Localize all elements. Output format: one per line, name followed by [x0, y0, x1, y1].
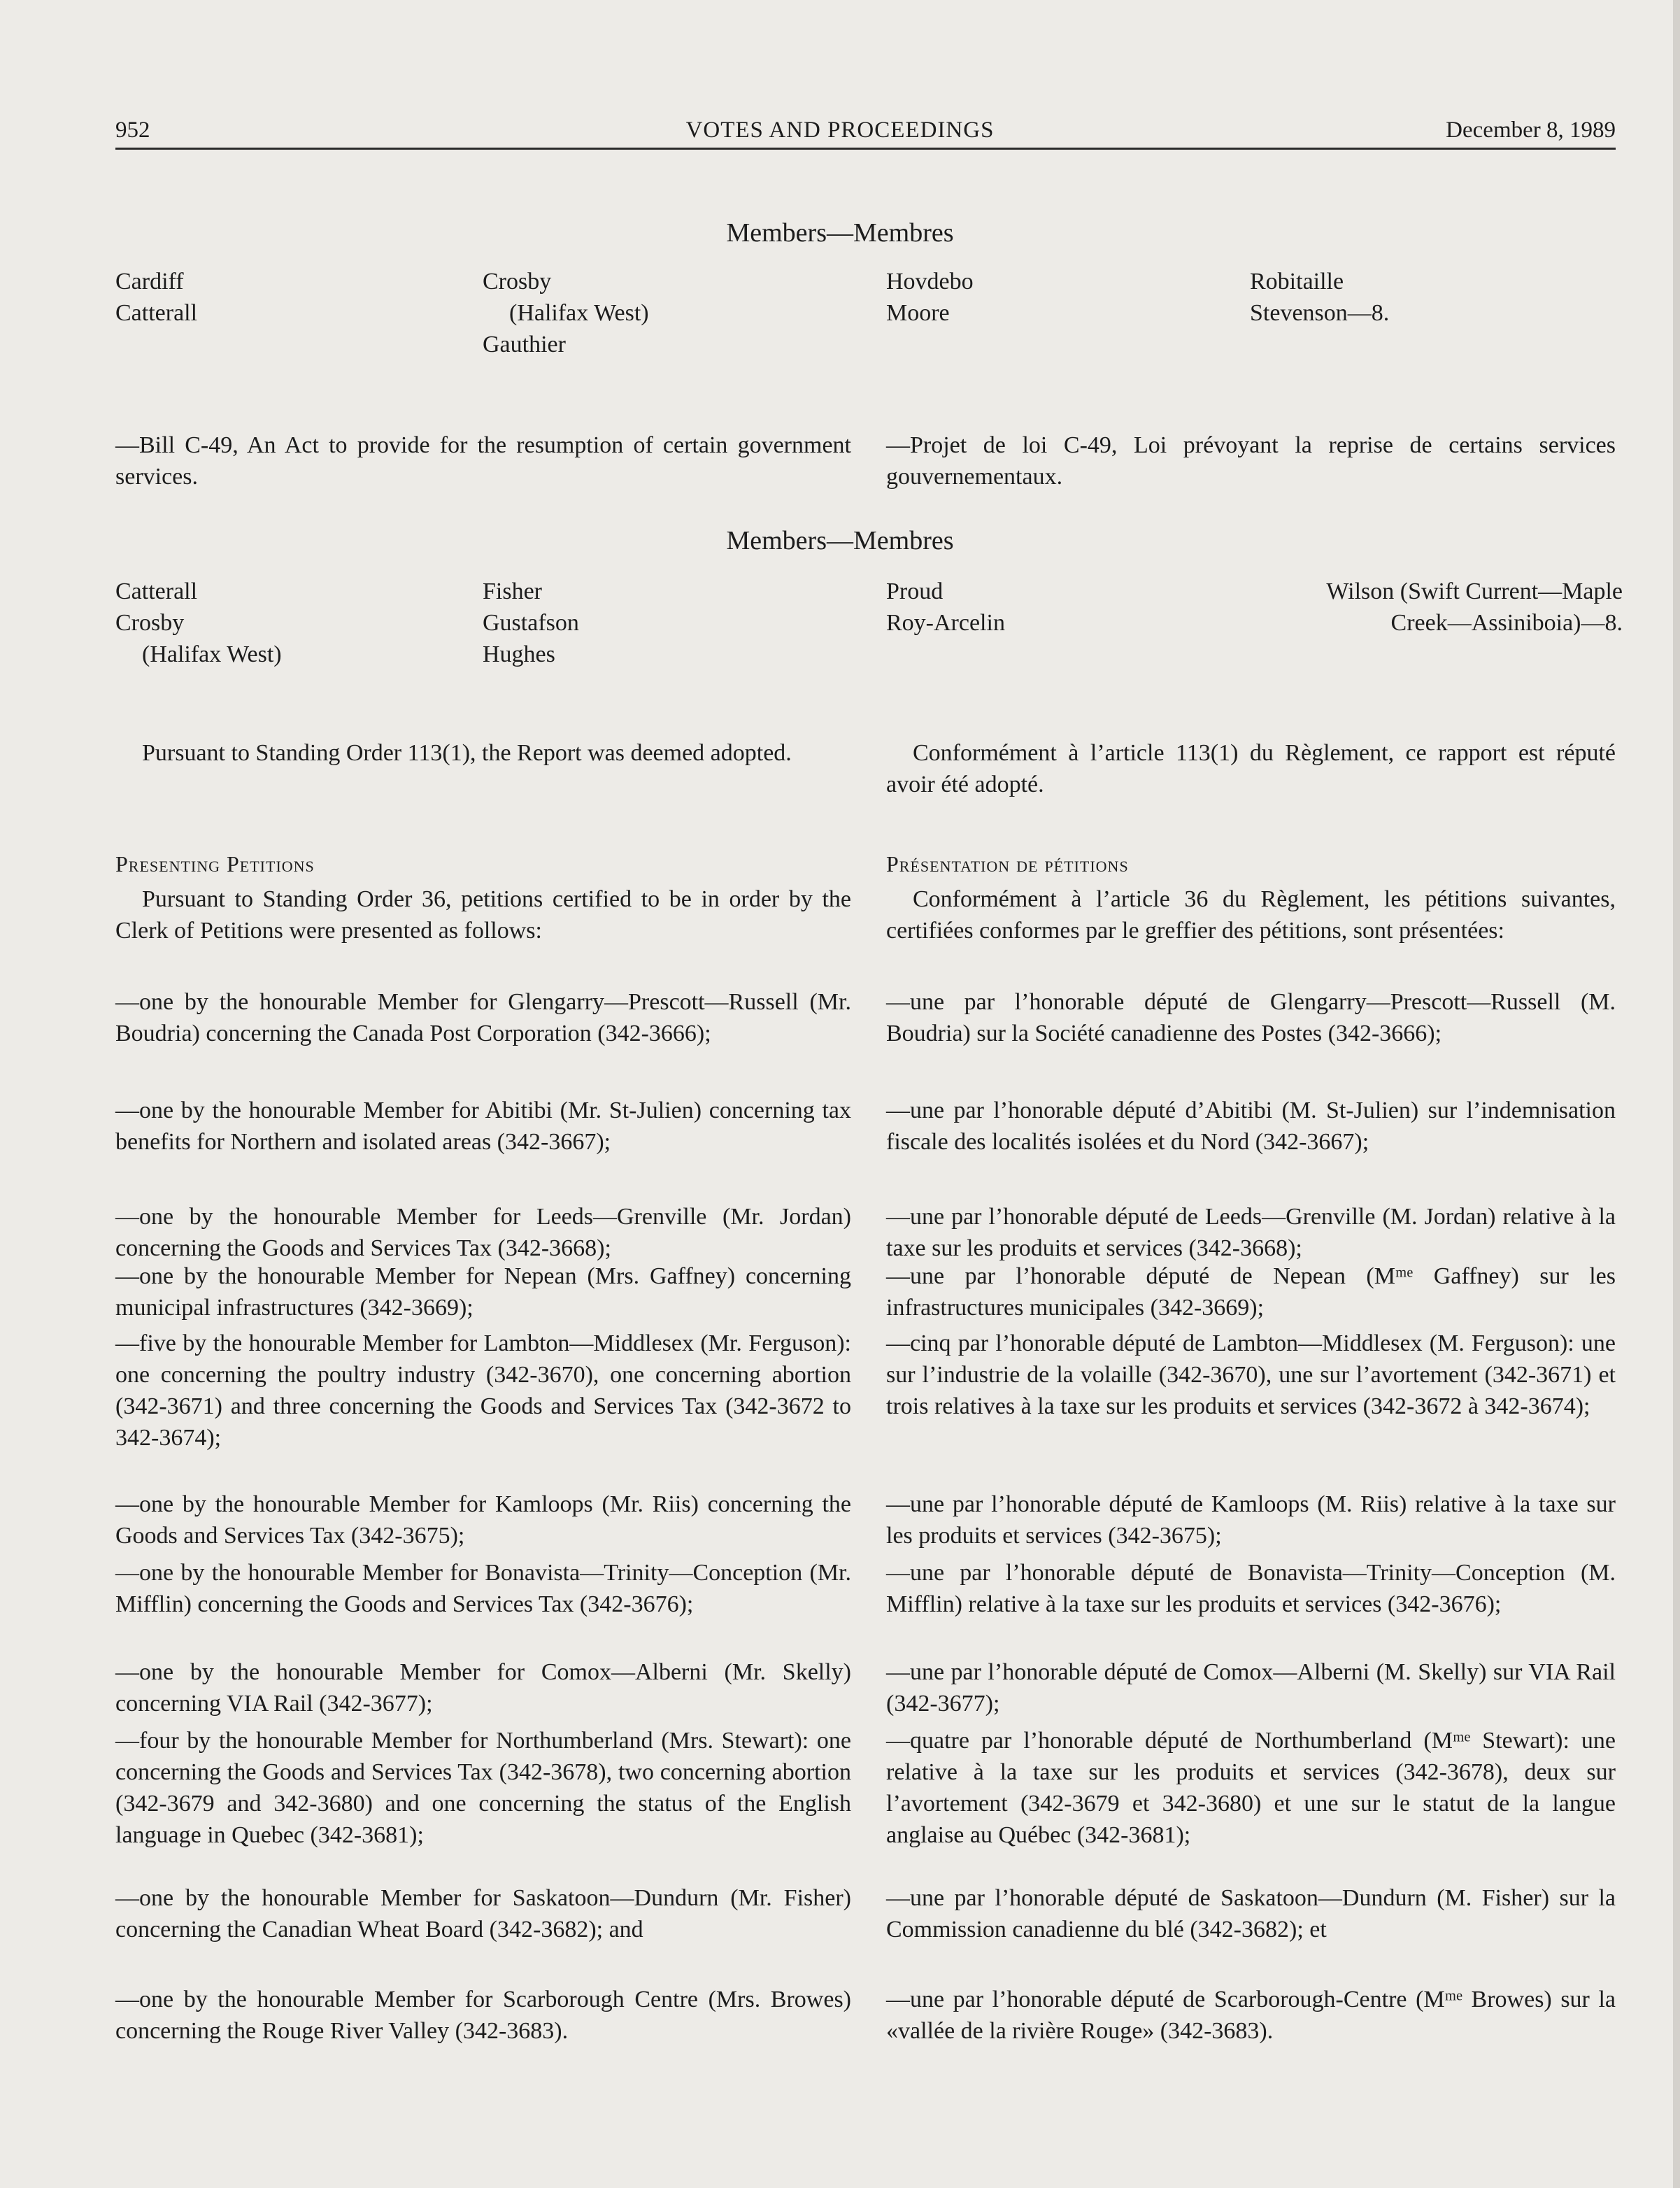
- petitions-heading-en: Presenting Petitions: [115, 851, 315, 876]
- member-name: Wilson (Swift Current—Maple: [1326, 578, 1623, 604]
- header-rule: [115, 148, 1616, 150]
- bill-c49-en: —Bill C-49, An Act to provide for the resumption of certain government services.: [115, 432, 851, 490]
- division-1-col-2: [483, 266, 649, 360]
- petition-item-fr: —une par l’honorable député de Kamloops (M. Riis) relative à la taxe sur les produits et services (342-3675);: [886, 1491, 1616, 1549]
- running-title: VOTES AND PROCEEDINGS: [685, 118, 995, 143]
- member-name: Gauthier: [483, 332, 566, 357]
- petition-item-en: —one by the honourable Member for Glengarry—Prescott—Russell (Mr. Boudria) concerning the Canada Post Corporation (342-3666);: [115, 989, 851, 1046]
- member-name: Catterall: [115, 578, 198, 604]
- petition-item-en: —one by the honourable Member for Leeds—Grenville (Mr. Jordan) concerning the Goods and Services Tax (342-3668);: [115, 1204, 851, 1261]
- petition-item-en: —one by the honourable Member for Scarborough Centre (Mrs. Browes) concerning the Rouge River Valley (342-3683).: [115, 1987, 851, 2044]
- petitions-intro-en: Pursuant to Standing Order 36, petitions certified to be in order by the Clerk of Petitions were presented as follows:: [115, 886, 851, 944]
- petition-item-fr: —une par l’honorable député de Glengarry—Prescott—Russell (M. Boudria) sur la Société canadienne des Postes (342-3666);: [886, 989, 1616, 1046]
- division-2-col-3: [886, 576, 1005, 639]
- member-riding: (Halifax West): [142, 641, 282, 667]
- member-riding: (Halifax West): [509, 300, 649, 326]
- petition-item-fr: —une par l’honorable député de Comox—Alberni (M. Skelly) sur VIA Rail (342-3677);: [886, 1659, 1616, 1717]
- member-name: Catterall: [115, 300, 198, 326]
- petition-item-fr: —cinq par l’honorable député de Lambton—Middlesex (M. Ferguson): une sur l’industrie de la volaille (342-3670), une sur l’avortement (342-3671) et trois relatives à la taxe sur les produits et services (342-3672 à 342-3674);: [886, 1330, 1616, 1419]
- petition-item-en: —one by the honourable Member for Kamloops (Mr. Riis) concerning the Goods and Services Tax (342-3675);: [115, 1491, 851, 1549]
- division-1-col-1: [115, 266, 197, 329]
- member-name: Fisher: [483, 578, 542, 604]
- member-riding: Creek—Assiniboia)—8.: [1390, 610, 1623, 636]
- division-1-col-4: [1250, 266, 1389, 329]
- petition-item-en: —five by the honourable Member for Lambton—Middlesex (Mr. Ferguson): one concerning the poultry industry (342-3670), one concerning abortion (342-3671) and three concerning the Goods and Services Tax (342-3672 to 342-3674);: [115, 1330, 851, 1451]
- petition-item-fr: —une par l’honorable député de Saskatoon—Dundurn (M. Fisher) sur la Commission canadienne du blé (342-3682); et: [886, 1885, 1616, 1942]
- division-2-col-2: [483, 576, 579, 670]
- report-adopted-fr: Conformément à l’article 113(1) du Règlement, ce rapport est réputé avoir été adopté.: [886, 740, 1616, 797]
- member-name: Gustafson: [483, 610, 579, 636]
- petition-item-fr: —une par l’honorable député d’Abitibi (M. St-Julien) sur l’indemnisation fiscale des localités isolées et du Nord (342-3667);: [886, 1097, 1616, 1155]
- member-name: Roy-Arcelin: [886, 610, 1005, 636]
- page-number: 952: [115, 118, 150, 143]
- division-1-col-3: [886, 266, 974, 329]
- division-1-heading: Members—Membres: [726, 218, 954, 248]
- division-2-heading: Members—Membres: [726, 526, 954, 555]
- division-2-col-4: [1231, 576, 1623, 639]
- member-name: Crosby: [483, 269, 552, 294]
- member-name: Stevenson—8.: [1250, 300, 1390, 326]
- petition-item-fr: —une par l’honorable député de Nepean (Mᵐᵉ Gaffney) sur les infrastructures municipales (342-3669);: [886, 1263, 1616, 1321]
- bill-c49-fr: —Projet de loi C-49, Loi prévoyant la reprise de certains services gouvernementaux.: [886, 432, 1616, 490]
- division-2-col-1: [115, 576, 282, 670]
- petition-item-en: —one by the honourable Member for Saskatoon—Dundurn (Mr. Fisher) concerning the Canadian Wheat Board (342-3682); and: [115, 1885, 851, 1942]
- petition-item-en: —one by the honourable Member for Comox—Alberni (Mr. Skelly) concerning VIA Rail (342-3677);: [115, 1659, 851, 1717]
- petition-item-fr: —une par l’honorable député de Scarborough-Centre (Mᵐᵉ Browes) sur la «vallée de la rivière Rouge» (342-3683).: [886, 1987, 1616, 2044]
- report-adopted-en: Pursuant to Standing Order 113(1), the Report was deemed adopted.: [142, 740, 792, 766]
- member-name: Proud: [886, 578, 944, 604]
- petition-item-en: —one by the honourable Member for Bonavista—Trinity—Conception (Mr. Mifflin) concerning the Goods and Services Tax (342-3676);: [115, 1560, 851, 1617]
- member-name: Crosby: [115, 610, 185, 636]
- member-name: Moore: [886, 300, 950, 326]
- member-name: Robitaille: [1250, 269, 1344, 294]
- member-name: Hughes: [483, 641, 555, 667]
- page-edge: [1673, 0, 1680, 2188]
- petition-item-en: —four by the honourable Member for Northumberland (Mrs. Stewart): one concerning the Goods and Services Tax (342-3678), two concerning abortion (342-3679 and 342-3680) and one concerning the status of the English language in Quebec (342-3681);: [115, 1728, 851, 1848]
- petition-item-fr: —quatre par l’honorable député de Northumberland (Mᵐᵉ Stewart): une relative à la taxe sur les produits et services (342-3678), deux sur l’avortement (342-3679 et 342-3680) et une sur le statut de la langue anglaise au Québec (342-3681);: [886, 1728, 1616, 1848]
- petitions-heading-fr: Présentation de pétitions: [886, 851, 1129, 876]
- petition-item-fr: —une par l’honorable député de Bonavista—Trinity—Conception (M. Mifflin) relative à la taxe sur les produits et services (342-3676);: [886, 1560, 1616, 1617]
- member-name: Hovdebo: [886, 269, 974, 294]
- petition-item-en: —one by the honourable Member for Nepean (Mrs. Gaffney) concerning municipal infrastructures (342-3669);: [115, 1263, 851, 1321]
- petitions-intro-fr: Conformément à l’article 36 du Règlement, les pétitions suivantes, certifiées conformes par le greffier des pétitions, sont présentées:: [886, 886, 1616, 944]
- petition-item-fr: —une par l’honorable député de Leeds—Grenville (M. Jordan) relative à la taxe sur les produits et services (342-3668);: [886, 1204, 1616, 1261]
- petition-item-en: —one by the honourable Member for Abitibi (Mr. St-Julien) concerning tax benefits for Northern and isolated areas (342-3667);: [115, 1097, 851, 1155]
- header-date: December 8, 1989: [1446, 118, 1616, 143]
- member-name: Cardiff: [115, 269, 184, 294]
